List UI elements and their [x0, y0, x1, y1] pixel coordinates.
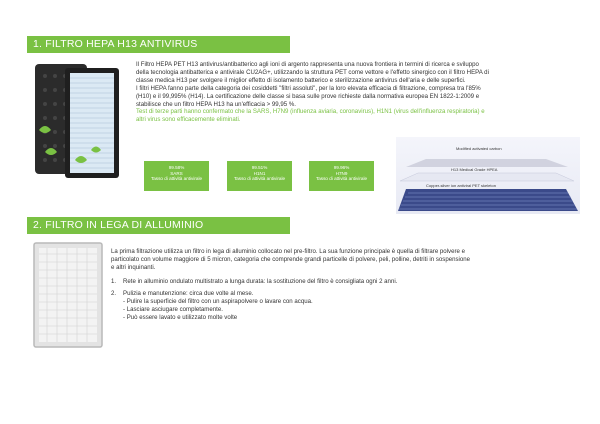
section-1-title: 1. FILTRO HEPA H13 ANTIVIRUS	[27, 36, 290, 53]
list-text: Pulizia e manutenzione: circa due volte al mese.	[123, 290, 254, 297]
stat-desc: Tasso di attività antivirale	[233, 176, 286, 182]
stat-box-h1n1	[227, 161, 292, 191]
stat-name: SARS	[170, 170, 183, 176]
text-line: della tecnologia antibatterica e antivirale CU2AG+, utilizzando la struttura PET come vettore e l'effetto sinergico con il filtro HEPA di	[136, 68, 489, 76]
test-note-line: altri virus sono efficacemente eliminati.	[136, 116, 241, 124]
stat-desc: Tasso di attività antivirale	[315, 176, 368, 182]
section-2-description	[111, 248, 561, 272]
section-1-description	[136, 61, 576, 124]
test-note-line: Test di terze parti hanno confermato che la SARS, H7N9 (influenza aviaria, coronavirus), H1N1 (virus dell'influenza respiratoria) e	[136, 108, 485, 116]
stat-value: 99.58%	[168, 165, 185, 170]
stat-box-h7n9	[309, 161, 374, 191]
section-2-title: 2. FILTRO IN LEGA DI ALLUMINIO	[27, 217, 290, 234]
text-line: (H10) e il 99,995% (H14). La certificazione delle classe si basa sulle prove richieste dalla normativa europea EN 1822-1:2009 e	[136, 92, 480, 100]
stat-name: H1N1	[253, 170, 266, 176]
text-line: e altri inquinanti.	[111, 263, 156, 271]
stat-box-sars	[144, 161, 209, 191]
text-line: Il Filtro HEPA PET H13 antivirus/antibatterico agli ioni di argento rappresenta una nuova frontiera in termini di ricerca e sviluppo	[136, 61, 479, 68]
stat-value: 99.96%	[333, 165, 350, 170]
list-text: Rete in alluminio ondulato multistrato a lunga durata: la sostituzione del filtro è consigliata ogni 2 anni.	[123, 278, 398, 285]
text-line: stabilisce che un filtro HEPA H13 ha un'efficacia > 99,95 %.	[136, 100, 296, 108]
list-item	[111, 290, 313, 322]
stat-name: H7N9	[335, 170, 348, 176]
sub-item: - Può essere lavato e utilizzato molte volte	[123, 313, 238, 321]
hepa-filter-image	[31, 60, 123, 181]
list-number: 2.	[111, 290, 117, 297]
list-item	[111, 278, 397, 286]
stat-value: 99.51%	[251, 165, 268, 170]
text-line: particolato con volume maggiore di 5 micron, categoria che comprende grandi particelle di polvere, peli, polline, detriti in sospensione	[111, 255, 471, 263]
aluminium-filter-image	[33, 242, 103, 348]
sub-item: - Pulire la superficie del filtro con un aspirapolvere o lavare con acqua.	[123, 297, 313, 305]
text-line: classe medica H13 per svolgere il miglior effetto di isolamento batterico e sterilizzazione antivirus dell'aria e delle superfici.	[136, 76, 466, 84]
stat-desc: Tasso di attività antivirale	[150, 176, 203, 182]
text-line: I filtri HEPA fanno parte della categoria dei cosiddetti "filtri assoluti", per la loro elevata efficacia di filtrazione, compresa tra l'85%	[136, 84, 481, 92]
text-line: La prima filtrazione utilizza un filtro in lega di alluminio collocato nel pre-filtro. La sua funzione principale è quella di filtrare polvere e	[111, 248, 465, 255]
sub-item: - Lasciare asciugare completamente.	[123, 305, 223, 313]
filter-layers-diagram	[396, 137, 580, 214]
label-pet: Copper-silver ion antiviral PET skeleton	[426, 183, 496, 188]
list-number: 1.	[111, 278, 117, 285]
label-hepa: H13 Medical Grade HPEA	[451, 167, 498, 172]
label-carbon: Modified activated carbon	[456, 146, 502, 151]
